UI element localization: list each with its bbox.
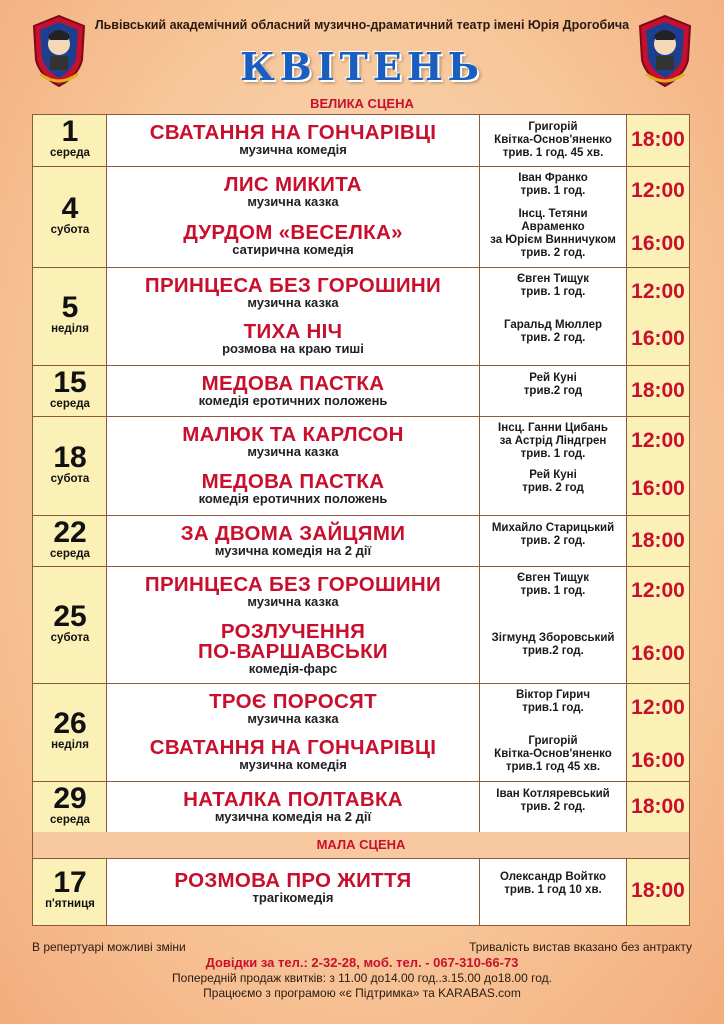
date-cell (33, 115, 107, 166)
show-time: 16:00 (631, 231, 685, 255)
date-cell (33, 567, 107, 683)
show-time: 16:00 (631, 749, 685, 772)
show-time: 18:00 (631, 879, 685, 902)
show-genre: розмова на краю тиші (222, 341, 364, 356)
repertoire-note: В репертуарі можливі зміни (32, 940, 186, 954)
date-cell (33, 859, 107, 925)
day-number: 1 (61, 115, 79, 148)
author-line: Віктор Гирич (515, 689, 591, 701)
contacts-line: Довідки за тел.: 2-32-28, моб. тел. - 067-310-66-73 (205, 955, 519, 970)
show-genre: комедія еротичних положень (198, 393, 388, 408)
weekday-label: субота (50, 223, 90, 236)
author-line: трив. 2 год. (520, 801, 586, 813)
weekday-label: п'ятниця (45, 898, 95, 910)
author-line: Інсц. Тетяни (518, 207, 588, 220)
weekday-label: середа (50, 397, 90, 410)
schedule-row (33, 366, 689, 417)
day-number: 4 (61, 191, 79, 225)
date-cell (33, 684, 107, 781)
show-time: 12:00 (631, 179, 685, 202)
day-number: 18 (53, 440, 87, 474)
show-title-line: ПО-ВАРШАВСЬКИ (198, 639, 388, 663)
author-line: за Астрід Ліндгрен (499, 435, 607, 447)
show-genre: музична казка (247, 711, 339, 726)
show-time: 12:00 (631, 579, 685, 602)
author-line: трив. 2 год (522, 481, 584, 494)
schedule-row (33, 567, 689, 684)
author-line: Зігмунд Зборовський (491, 631, 615, 644)
date-cell (33, 782, 107, 833)
day-number: 22 (53, 515, 87, 549)
author-info (480, 522, 626, 548)
author-line: трив. 1 год. (520, 448, 586, 460)
day-number: 29 (53, 781, 87, 815)
month-title: КВІТЕНЬ (240, 44, 484, 89)
show-genre: музична комедія на 2 дії (214, 809, 372, 824)
show-title-line: РОЗЛУЧЕННЯ (220, 619, 366, 643)
author-line: Квітка-Основ'яненко (494, 748, 612, 760)
show-title: СВАТАННЯ НА ГОНЧАРІВЦІ (149, 121, 437, 144)
show-title: ПРИНЦЕСА БЕЗ ГОРОШИНИ (144, 274, 442, 297)
schedule-row (33, 417, 689, 516)
schedule-row (33, 115, 689, 167)
author-line: Рей Куні (529, 468, 577, 481)
date-cell (33, 366, 107, 416)
schedule-row (33, 782, 689, 833)
show-time: 16:00 (631, 327, 685, 350)
show-title: РОЗМОВА ПРО ЖИТТЯ (174, 869, 412, 892)
author-info (480, 632, 626, 658)
show-title: МЕДОВА ПАСТКА (201, 469, 385, 493)
weekday-label: середа (50, 813, 90, 826)
day-number: 5 (61, 291, 79, 324)
author-info (480, 422, 626, 461)
author-line: Рей Куні (529, 372, 577, 384)
small-scene-schedule (32, 858, 690, 926)
show-genre: музична комедія (239, 757, 347, 772)
author-line: Михайло Старицький (491, 522, 615, 534)
show-time: 12:00 (631, 696, 685, 719)
schedule-row (33, 516, 689, 567)
date-cell (33, 268, 107, 365)
show-title: ТРОЄ ПОРОСЯТ (209, 690, 377, 713)
show-title: ЛИС МИКИТА (224, 173, 362, 196)
author-line: трив.1 год 45 хв. (505, 761, 601, 773)
day-number: 15 (53, 365, 87, 399)
author-line: Іван Котляревський (496, 788, 610, 800)
schedule-row (33, 268, 689, 366)
author-info (480, 273, 626, 299)
author-line: Григорій (528, 121, 578, 133)
show-genre: музична казка (247, 444, 339, 459)
author-line: за Юрієм Винничуком (490, 233, 616, 246)
author-line: Олександр Войтко (499, 871, 606, 883)
show-title: НАТАЛКА ПОЛТАВКА (183, 788, 403, 811)
show-time: 12:00 (631, 280, 685, 303)
author-line: трив. 2 год. (520, 332, 586, 344)
weekday-label: субота (50, 472, 90, 485)
show-genre: комедія еротичних положень (198, 490, 388, 506)
author-line: трив. 1 год. (520, 286, 586, 298)
big-scene-label: ВЕЛИКА СЦЕНА (310, 96, 414, 111)
show-title: МАЛЮК ТА КАРЛСОН (182, 423, 404, 446)
author-line: Інсц. Ганни Цибань (498, 422, 608, 434)
author-line: Квітка-Основ'яненко (494, 134, 612, 146)
show-title: ПРИНЦЕСА БЕЗ ГОРОШИНИ (144, 573, 442, 596)
author-line: трив. 1 год. (520, 585, 586, 597)
show-genre: музична комедія (239, 142, 347, 157)
show-genre: музична комедія на 2 дії (214, 543, 372, 558)
author-info (480, 208, 626, 260)
weekday-label: середа (50, 547, 90, 560)
show-genre: трагікомедія (252, 890, 334, 905)
show-title (107, 619, 479, 663)
show-genre: музична казка (247, 594, 339, 609)
big-scene-schedule (32, 114, 690, 834)
author-line: трив. 1 год. 45 хв. (502, 147, 604, 159)
date-cell (33, 417, 107, 515)
show-title: СВАТАННЯ НА ГОНЧАРІВЦІ (149, 736, 437, 759)
theatre-name: Львівський академічний обласний музично-драматичний театр імені Юрія Дрогобича (94, 18, 630, 32)
show-title: ТИХА НІЧ (243, 320, 343, 343)
author-info (480, 871, 626, 897)
program-line: Працюємо з програмою «є Підтримка» та KARABAS.com (203, 986, 521, 1000)
small-scene-band (32, 832, 690, 858)
author-info (480, 689, 626, 715)
author-line: Авраменко (521, 220, 585, 233)
author-info (480, 788, 626, 814)
show-time: 12:00 (631, 429, 685, 452)
author-line: трив. 2 год. (520, 535, 586, 547)
author-line: трив.1 год. (522, 702, 584, 714)
author-line: трив.2 год (523, 385, 583, 397)
schedule-row (33, 167, 689, 268)
author-line: Гаральд Мюллер (503, 319, 603, 331)
weekday-label: неділя (51, 739, 89, 751)
author-info (480, 319, 626, 345)
day-number: 17 (53, 866, 87, 899)
author-line: трив. 1 год 10 хв. (504, 884, 602, 896)
date-cell (33, 167, 107, 267)
author-line: Євген Тищук (516, 572, 590, 584)
show-time: 18:00 (631, 379, 685, 402)
author-line: Іван Франко (518, 172, 588, 184)
author-info (480, 469, 626, 495)
show-time: 16:00 (631, 476, 685, 500)
show-time: 18:00 (631, 529, 685, 552)
small-scene-label: МАЛА СЦЕНА (316, 837, 406, 852)
show-title: МЕДОВА ПАСТКА (201, 372, 385, 395)
show-time: 18:00 (631, 795, 685, 818)
day-number: 26 (53, 707, 87, 740)
show-genre: сатирична комедія (232, 241, 354, 257)
date-cell (33, 516, 107, 566)
weekday-label: середа (50, 147, 90, 159)
author-line: трив. 1 год. (520, 185, 586, 197)
show-title: ЗА ДВОМА ЗАЙЦЯМИ (180, 522, 406, 545)
show-time: 16:00 (631, 641, 685, 665)
author-info (480, 121, 626, 160)
author-info (480, 372, 626, 398)
presale-line: Попередній продаж квитків: з 11.00 до14.00 год..з.15.00 до18.00 год. (172, 971, 552, 985)
day-number: 25 (53, 599, 87, 633)
show-genre: комедія-фарс (248, 660, 338, 676)
author-line: Григорій (528, 735, 578, 747)
schedule-row (33, 859, 689, 925)
author-line: трив. 2 год. (520, 246, 586, 259)
show-genre: музична казка (247, 295, 339, 310)
weekday-label: субота (50, 631, 90, 644)
author-line: Євген Тищук (516, 273, 590, 285)
show-time: 18:00 (631, 128, 685, 151)
duration-note: Тривалість вистав вказано без антракту (469, 940, 692, 954)
author-line: трив.2 год. (522, 644, 584, 657)
author-info (480, 572, 626, 598)
show-title: ДУРДОМ «ВЕСЕЛКА» (183, 220, 403, 244)
weekday-label: неділя (51, 323, 89, 335)
show-genre: музична казка (247, 194, 339, 209)
author-info (480, 172, 626, 198)
schedule-row (33, 684, 689, 782)
author-info (480, 735, 626, 774)
